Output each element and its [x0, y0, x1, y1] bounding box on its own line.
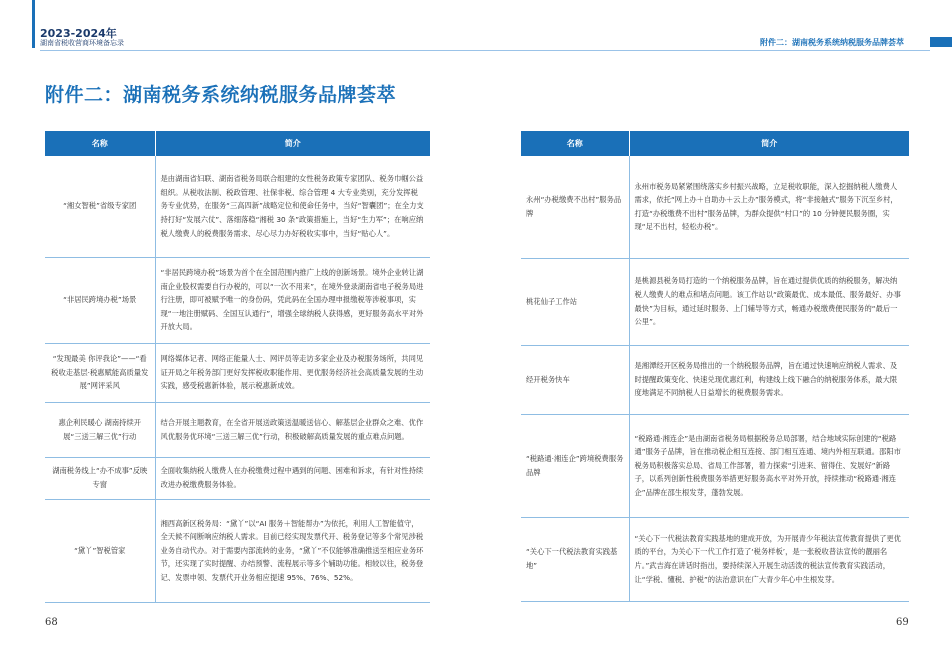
- row-name: “发现最美 你评我论”——“看税收走基层·税惠赋能高质量发展”网评采风: [45, 343, 155, 402]
- header-subtitle: 湖南省税收营商环境备忘录: [40, 39, 124, 47]
- header-right-block: [930, 37, 952, 47]
- row-name: 湖南税务线上“办不成事”反映专窗: [45, 457, 155, 499]
- table-row: [521, 345, 909, 414]
- page-number-left: 68: [45, 617, 58, 628]
- row-name: “湘女智税”省级专家团: [45, 156, 155, 257]
- table-row: [521, 517, 909, 601]
- table-row: [45, 156, 430, 257]
- row-desc: “关心下一代税法教育实践基地的建成开放，为开展青少年税法宣传教育提供了更优质的平台，为关心下一代工作打造了‘税务样板’，是一张税收普法宣传的靓丽名片。”武吉海在讲话时指出，要持续深入开展生动活泼的税法宣传教育实践活动，让“学税、懂税、护税”的法治意识在广大青少年心中生根发芽。: [629, 517, 909, 601]
- column-header-desc: 简介: [155, 131, 430, 156]
- table-row: [521, 156, 909, 258]
- row-desc: 是湘潭经开区税务局推出的一个纳税服务品牌，旨在通过快速响应纳税人需求、及时提醒政策变化、快速兑现优惠红利，构建线上线下融合的纳税服务体系，最大限度地满足不同纳税人日益增长的税费服务需求。: [629, 345, 909, 414]
- header-section-label: 附件二：湖南税务系统纳税服务品牌荟萃: [760, 38, 904, 47]
- right-brand-table: [521, 131, 909, 602]
- table-row: [45, 257, 430, 343]
- table-row: [45, 499, 430, 602]
- row-desc: 网络媒体记者、网络正能量人士、网评员等走访多家企业及办税服务场所，共同见证开局之年税务部门更好发挥税收职能作用、更优服务经济社会高质量发展的生动实践，感受税惠新体验，展示税惠新成效。: [155, 343, 430, 402]
- table-row: [521, 414, 909, 517]
- page-title: 附件二：湖南税务系统纳税服务品牌荟萃: [45, 84, 397, 106]
- row-desc: 是由湖南省妇联、湖南省税务局联合组建的女性税务政策专家团队、税务巾帼公益组织。从税收法制、税政管理、社保非税、综合管理 4 大专业类别，充分发挥税务专业优势，在服务“三高四新”战略定位和使命任务中，当好“智囊团”；在全力支持打好“发展六仗”、落细落稳“湘税 30 条”政策措施上，当好“生力军”；在响应纳税人缴费人的税费服务需求、尽心尽力办好税收实事中，当好“贴心人”。: [155, 156, 430, 257]
- row-desc: 全面收集纳税人缴费人在办税缴费过程中遇到的问题、困难和诉求，有针对性持续改进办税缴费服务体验。: [155, 457, 430, 499]
- header-divider: [40, 50, 930, 51]
- row-name: 永州“办税缴费不出村”服务品牌: [521, 156, 629, 258]
- table-row: [45, 343, 430, 402]
- left-brand-table: [45, 131, 430, 603]
- row-desc: “非居民跨境办税”场景为首个在全国范围内推广上线的创新场景。境外企业转让湖南企业股权需要自行办税的，可以“一次不用来”，在境外登录湖南省电子税务局进行注册，即可被赋予唯一的身份码，凭此码在全国办理申报缴税等涉税事项，实现“一地注册赋码、全国互认通行”，增强全球纳税人获得感，更好服务高水平对外开放大局。: [155, 257, 430, 343]
- table-row: [45, 457, 430, 499]
- row-desc: 永州市税务局紧紧围绕落实乡村振兴战略，立足税收职能，深入挖掘纳税人缴费人需求，依托“网上办＋自助办＋云上办”服务模式，将“非接触式”服务下沉至乡村，打造“办税缴费不出村”服务品牌，为群众提供“村口”的 10 分钟便民服务圈，实现“足不出村，轻松办税”。: [629, 156, 909, 258]
- header-accent-bar: [32, 0, 35, 48]
- row-name: “非居民跨境办税”场景: [45, 257, 155, 343]
- table-header-row: [45, 131, 430, 156]
- row-name: 经开税务快车: [521, 345, 629, 414]
- row-desc: 是桃源县税务局打造的一个纳税服务品牌，旨在通过提供优质的纳税服务，解决纳税人缴费人的难点和堵点问题。该工作站以“政策最优、成本最低、服务最好、办事最快”为目标，通过延时服务、上门辅导等方式，畅通办税缴费便民服务的“最后一公里”。: [629, 258, 909, 345]
- row-name: “黛丫”智税管家: [45, 499, 155, 602]
- page-number-right: 69: [896, 617, 909, 628]
- row-name: 桃花仙子工作站: [521, 258, 629, 345]
- row-name: 惠企利民暖心 湖南持续开展“三送三解三优”行动: [45, 402, 155, 457]
- header-year: 2023-2024年: [40, 27, 117, 40]
- row-name: “关心下一代税法教育实践基地”: [521, 517, 629, 601]
- row-desc: “税路通·湘连企”是由湖南省税务局根据税务总局部署，结合地域实际创建的“税路通”服务子品牌，旨在推动税企相互连接、部门相互连通、境内外相互联通。邵阳市税务局积极落实总局、省局工作部署，着力探索“引进来、留得住、发展好”新路子，以系列创新性税费服务举措更好服务高水平对外开放，持续推动“税路通·湘连企”品牌在邵生根发芽，蓬勃发展。: [629, 414, 909, 517]
- table-header-row: [521, 131, 909, 156]
- column-header-name: 名称: [521, 131, 629, 156]
- row-name: “税路通·湘连企”跨境税费服务品牌: [521, 414, 629, 517]
- column-header-desc: 简介: [629, 131, 909, 156]
- column-header-name: 名称: [45, 131, 155, 156]
- row-desc: 结合开展主题教育，在全省开展送政策送温暖送信心、解基层企业群众之难、优作风优服务优环境“三送三解三优”行动，积极破解高质量发展的重点难点问题。: [155, 402, 430, 457]
- table-row: [521, 258, 909, 345]
- row-desc: 湘西高新区税务局：“黛丫”以“AI 服务＋智能帮办”为依托，利用人工智能值守，全天候不间断响应纳税人需求。目前已经实现发票代开、税务登记等多个常见涉税业务自动代办。对于需要内部流转的业务，“黛丫”不仅能够准确推送至相应业务环节，还实现了实时提醒、办结预警、流程展示等多个辅助功能。相较以往，税务登记、发票申领、发票代开业务相应提速 95%、76%、52%。: [155, 499, 430, 602]
- table-row: [45, 402, 430, 457]
